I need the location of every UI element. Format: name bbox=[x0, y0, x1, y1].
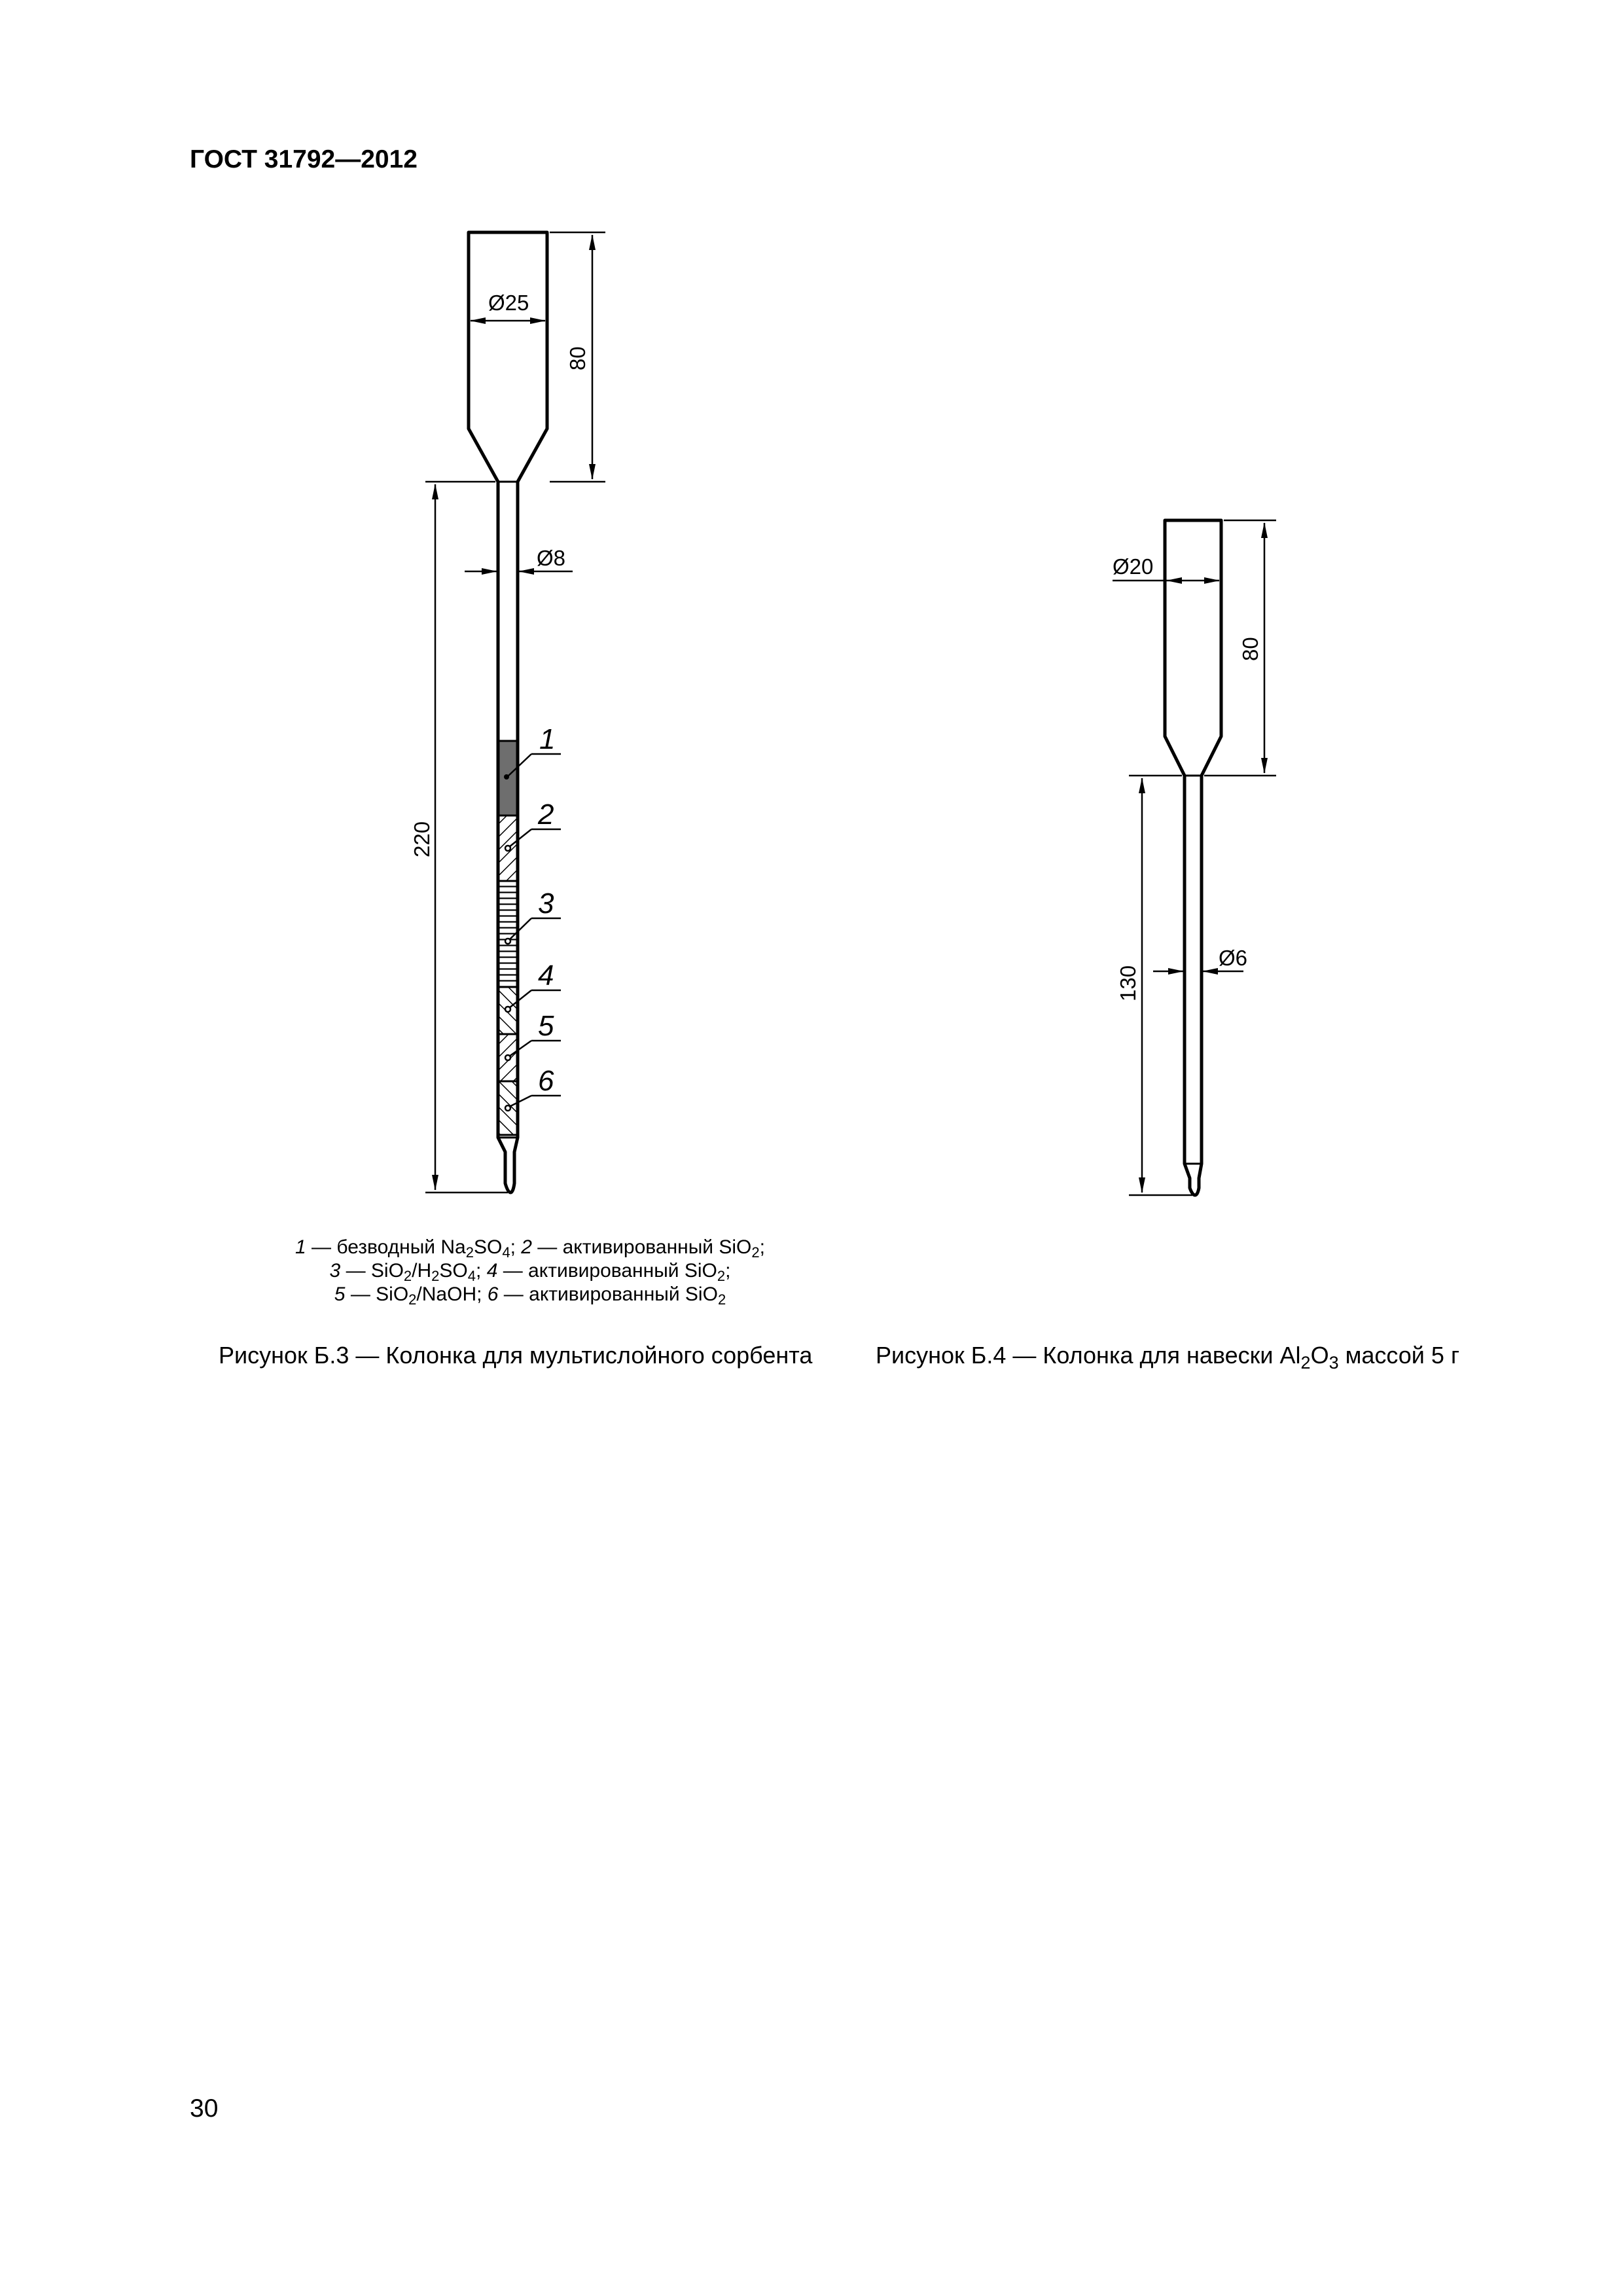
page-number: 30 bbox=[190, 2094, 219, 2123]
b4-top-height-label: 80 bbox=[1238, 637, 1262, 661]
legend-line-3: 5 — SiO$_2$/NaOH; 6 — активированный SiO$_2$ bbox=[334, 1283, 726, 1308]
b3-dim-tube-length bbox=[425, 482, 508, 1193]
b4-tube-length-label: 130 bbox=[1116, 965, 1140, 1001]
b3-dim-top-diameter bbox=[471, 291, 545, 321]
b3-tube-length-label: 220 bbox=[410, 821, 434, 857]
layer-label-2: 2 bbox=[538, 798, 554, 831]
column-b4 bbox=[1165, 520, 1221, 1195]
b3-top-diameter-label: Ø25 bbox=[488, 291, 529, 315]
layer-label-6: 6 bbox=[538, 1065, 554, 1097]
legend-line-2: 3 — $SiO_2/H_2SO_4$; 4 — активированный SiO$_2$; bbox=[329, 1260, 731, 1284]
b4-tube-diameter-label: Ø6 bbox=[1219, 946, 1248, 970]
b4-top-diameter-label: Ø20 bbox=[1113, 554, 1154, 579]
figure-b3-legend bbox=[190, 1236, 870, 1306]
layer-label-1: 1 bbox=[539, 723, 556, 755]
b3-tube-diameter-label: Ø8 bbox=[537, 546, 566, 570]
layer-label-3: 3 bbox=[538, 888, 554, 920]
legend-line-1: 1 — безводный $Na_2SO_4$; 2 — активированный SiO$_2$; bbox=[295, 1236, 765, 1261]
b3-top-height-label: 80 bbox=[565, 346, 590, 370]
figure-b4-caption: Рисунок Б.4 — Колонка для навески $Al_2O_3$ массой 5 г bbox=[876, 1342, 1460, 1372]
column-b3 bbox=[469, 232, 547, 1193]
standard-header: ГОСТ 31792—2012 bbox=[190, 145, 418, 173]
column-b4-outline bbox=[1165, 520, 1221, 1195]
layer-label-5: 5 bbox=[538, 1010, 554, 1042]
figure-b3-caption: Рисунок Б.3 — Колонка для мультислойного сорбента bbox=[219, 1342, 813, 1369]
layer-label-4: 4 bbox=[538, 960, 554, 992]
